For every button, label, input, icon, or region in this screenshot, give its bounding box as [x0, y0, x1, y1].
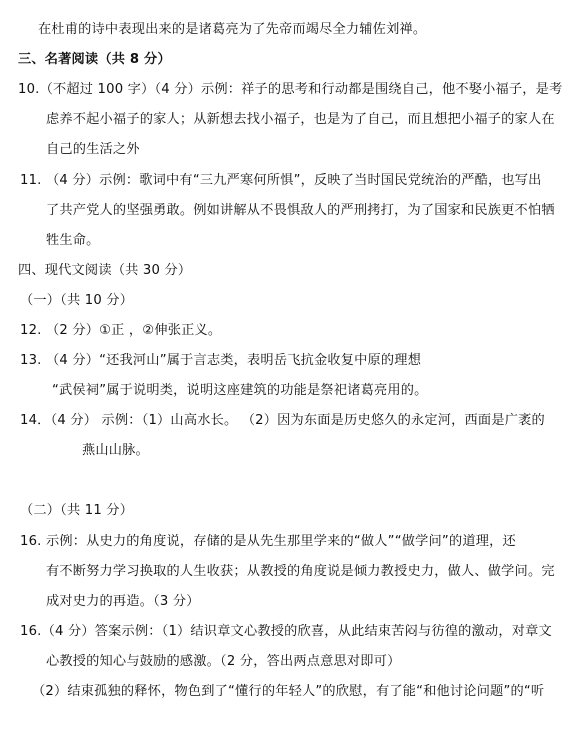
text-line: 心教授的知心与鼓励的感激。（2 分，答出两点意思对即可）: [46, 654, 401, 669]
subsection-heading: （二）（共 11 分）: [20, 503, 134, 518]
text-line: 自己的生活之外: [46, 142, 140, 157]
section-heading: 三、名著阅读（共 8 分）: [18, 52, 171, 67]
text-line: 10.（不超过 100 字）（4 分）示例：祥子的思考和行动都是围绕自己，他不娶小福子，是考: [18, 82, 563, 97]
text-line: 12. （2 分）①正 ，②伸张正义。: [20, 323, 222, 338]
text-line: 13. （4 分）“还我河山”属于言志类，表明岳飞抗金收复中原的理想: [20, 353, 422, 368]
text-line: 16. 示例：从史力的角度说，存储的是从先生那里学来的“做人”“做学问”的道理，还: [20, 534, 516, 549]
text-line: 11. （4 分）示例：歌词中有“三九严寒何所惧”，反映了当时国民党统治的严酷，也写出: [20, 173, 542, 188]
text-line: 燕山山脉。: [82, 443, 149, 458]
text-line: 在杜甫的诗中表现出来的是诸葛亮为了先帝而竭尽全力辅佐刘禅。: [38, 22, 427, 37]
text-line: 成对史力的再造。（3 分）: [46, 594, 200, 609]
text-line: 14．（4 分） 示例：（1）山高水长。 （2）因为东面是历史悠久的永定河，西面是广袤的: [20, 413, 545, 428]
section-heading: 四、现代文阅读（共 30 分）: [18, 263, 192, 278]
text-line: 牲生命。: [46, 233, 100, 248]
subsection-heading: （一）（共 10 分）: [20, 293, 134, 308]
text-line: 了共产党人的坚强勇敢。例如讲解从不畏惧敌人的严刑拷打，为了国家和民族更不怕牺: [46, 203, 555, 218]
text-line: 虑养不起小福子的家人；从新想去找小福子，也是为了自己，而且想把小福子的家人在: [46, 112, 555, 127]
text-line: （2）结束孤独的释怀，物色到了“懂行的年轻人”的欣慰，有了能“和他讨论问题”的“听: [32, 684, 545, 699]
text-line: “武侯祠”属于说明类，说明这座建筑的功能是祭祀诸葛亮用的。: [52, 383, 428, 398]
text-line: 有不断努力学习换取的人生收获；从教授的角度说是倾力教授史力，做人、做学问。完: [46, 564, 555, 579]
text-line: 16.（4 分）答案示例：（1）结识章文心教授的欣喜，从此结束苦闷与彷徨的激动，对章文: [20, 624, 552, 639]
